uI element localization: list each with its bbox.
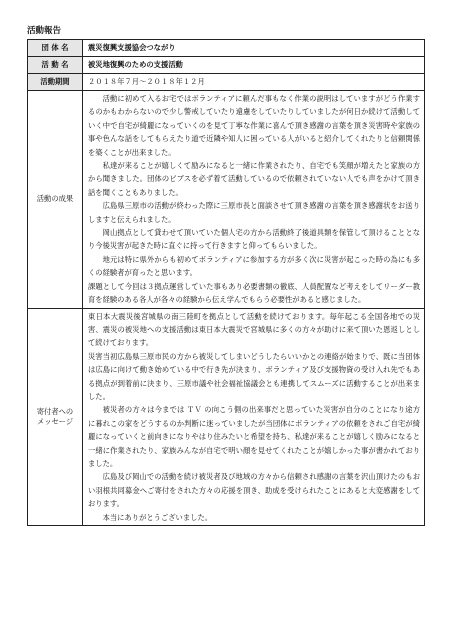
- results-label: 活動の成果: [28, 91, 83, 309]
- results-row: [28, 91, 425, 309]
- activity-value: 被災地復興のための支援活動: [83, 57, 425, 74]
- report-heading: 活動報告: [27, 26, 62, 36]
- results-paragraph: 課題として今回は３拠点運営していた事もあり必要書類の徹底、人員配置など考えをしてリーダー教育を経験のある各人が各々の経験から伝え学んでもらう必要性があると感じました。: [88, 281, 420, 305]
- message-row: [28, 308, 425, 526]
- message-paragraph: 災害当初広島県三原市民の方から被災してしまいどうしたらいいかとの連絡が始まりで、既に当団体は広島に向けて動き始めている中で行き先が決まり、ボランティア及び支援物資の受け入れ先でもある拠点が到着前に決まり、三原市議や社会福祉協議会とも連携してスムーズに活動することが出来ました。: [88, 351, 420, 401]
- org-label: 団 体 名: [28, 40, 83, 57]
- message-label-line1: 寄付者への: [36, 406, 74, 416]
- report-table: [27, 39, 425, 526]
- results-body: [83, 91, 425, 309]
- period-label: 活動期間: [28, 74, 83, 91]
- message-label-line2: メッセージ: [36, 416, 74, 426]
- org-row: [28, 40, 425, 57]
- activity-row: [28, 57, 425, 74]
- message-body: [83, 308, 425, 526]
- period-value: ２０１８年７月〜２０１８年１２月: [83, 74, 425, 91]
- results-paragraph: 活動に初めて入るお宅ではボランティアに頼んだ事もなく作業の説明はしていますがどう作業するのかもわからないので少し警戒していたり遠慮をしていたりしていましたが何日か続けて活動していく中で自宅が綺麗になっていくのを見て丁寧な作業に喜んで頂き感謝の言葉を頂き災害時や家族の事や色んな話をしてもらえたり道で近隣や知人に困っている人がいると紹介してくれたりと信頼関係を築くことが出来ました。: [88, 94, 420, 157]
- message-paragraph: 広島及び岡山での活動を続け被災者及び地域の方々から信頼され感謝の言葉を沢山頂けたのもおい羽根共同募金へご寄付をされた方々の応援を頂き、助成を受けられたことにあると大変感謝をしております。: [88, 472, 420, 509]
- org-value: 震災復興支援協会つながり: [83, 40, 425, 57]
- message-label: [28, 308, 83, 526]
- period-row: [28, 74, 425, 91]
- message-paragraph: 本当にありがとうございました。: [102, 512, 213, 522]
- activity-label: 活 動 名: [28, 57, 83, 74]
- results-paragraph: 岡山拠点として貸わせて頂いていた個人宅の方から活動終了後道具類を保管して頂けることとなり今後災害が起きた時に直ぐに持って行きますと仰ってもらいました。: [88, 228, 420, 251]
- results-paragraph: 地元は特に県外からも初めてボランティアに参加する方が多く次に災害が起こった時の為にも多くの経験者が育ったと思います。: [88, 254, 420, 278]
- results-paragraph: 広島県三原市の活動が終わった際に三原市長と面談させて頂き感謝の言葉を頂き感謝状をお送りしますと伝えられました。: [88, 201, 420, 224]
- message-paragraph: 被災者の方々は今までは ＴＶ の向こう側の出来事だと思っていた災害が自分のことになり途方に暮れこの家をどうするのか判断に迷っていましたが当団体にボランティアの依頼をされご自宅が綺麗になっていくと前向きになりやはり住みたいと希望を持ち、私達が来ることが嬉しく励みになると一緒に作業されたり、家族みんなが自宅で明い顔を見せてくれたことが嬉しかった事が書かれておりました。: [88, 405, 420, 468]
- message-paragraph: 東日本大震災後宮城県の南三陸町を拠点として活動を続けております。毎年起こる全国各地での災害、震災の被災地への支援活動は東日本大震災で宮城県に多くの方々が助けに来て頂いた恩返しとして続けております。: [88, 311, 420, 348]
- results-paragraph: 私達が来ることが嬉しくて励みになると一緒に作業されたり、自宅でも笑顔が増えたと家族の方から聞きました。団体のビブスを必ず着て活動しているので依頼されていない人でも声をかけて頂き話を聞くこともありました。: [88, 161, 420, 197]
